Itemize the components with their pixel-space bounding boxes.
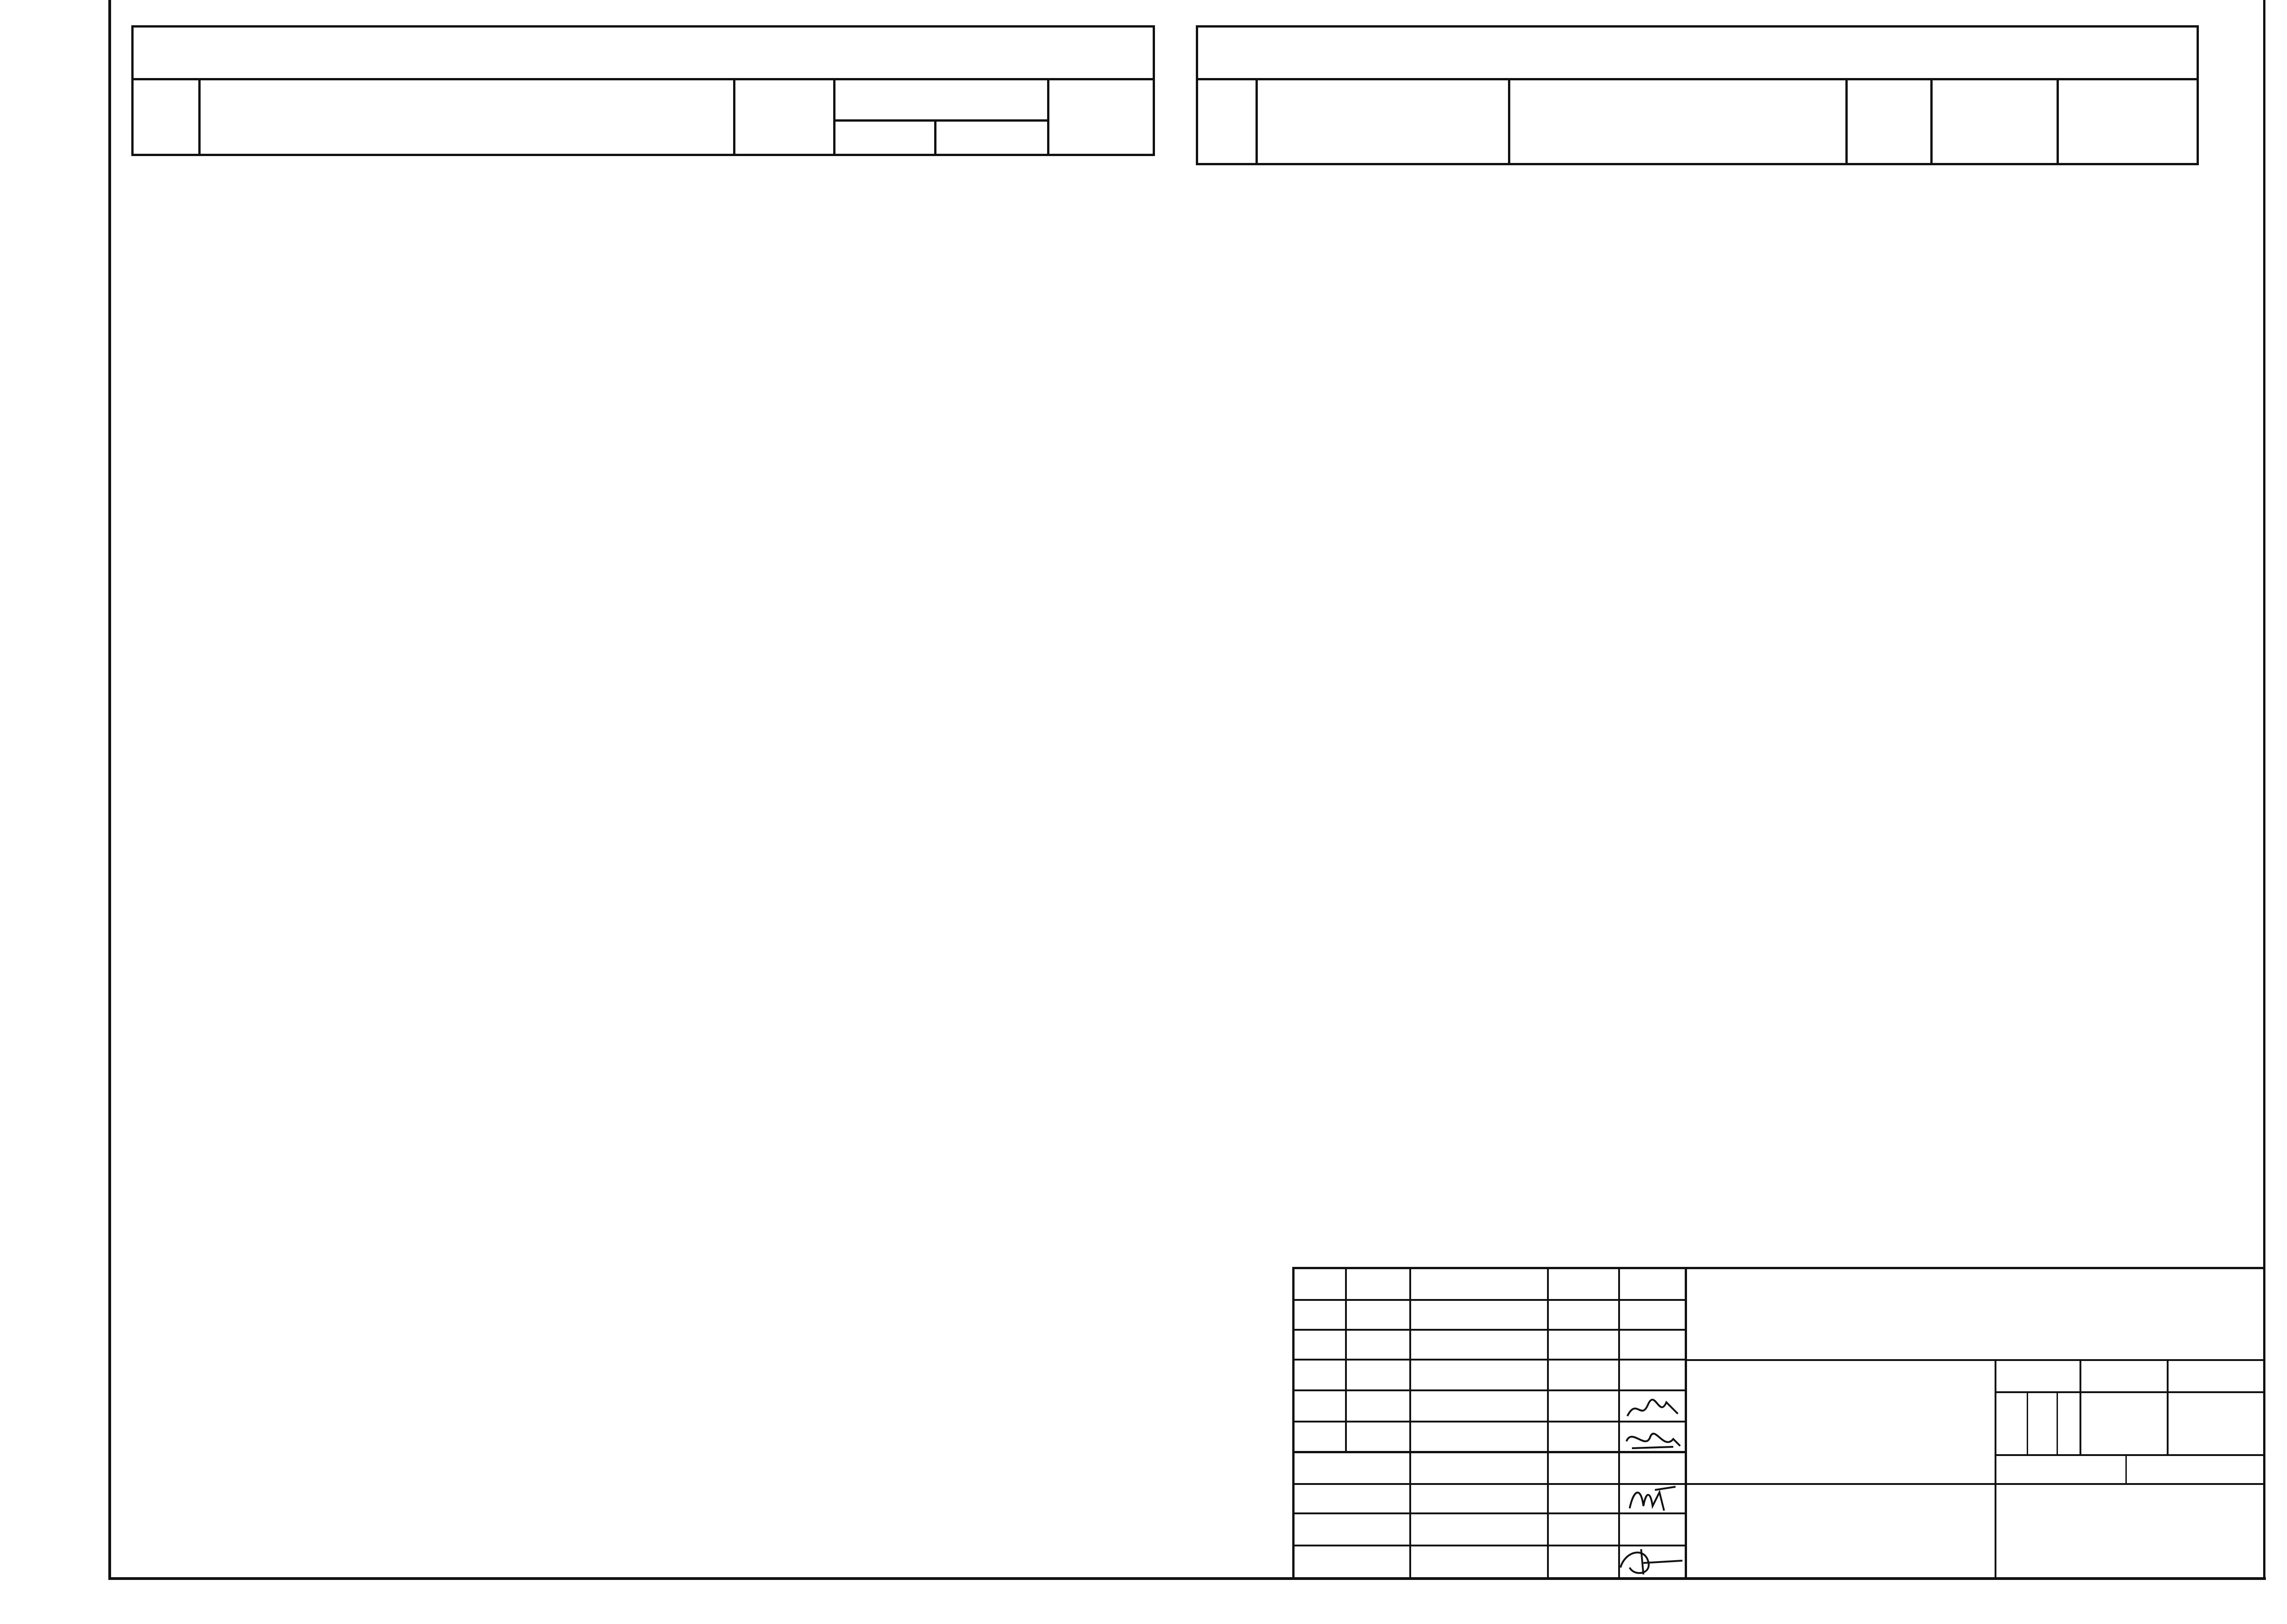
- aluminum-table-title: [133, 27, 1154, 79]
- signature-developer: [1623, 1393, 1682, 1425]
- signature-checker: [1623, 1423, 1682, 1455]
- header-designation: [1257, 79, 1509, 164]
- header-mass-per-meter: [835, 121, 936, 155]
- header-number: [133, 79, 200, 155]
- header-qty: [734, 79, 835, 155]
- header-number: [1197, 79, 1257, 164]
- header-name: [1509, 79, 1847, 164]
- steel-spec-table: [1196, 25, 2199, 165]
- drawing-frame-right: [2263, 0, 2265, 1579]
- header-qty: [1847, 79, 1932, 164]
- header-mass: [1932, 79, 2058, 164]
- header-mass: [835, 79, 1048, 121]
- steel-table-title: [1197, 27, 2198, 79]
- header-note: [1048, 79, 1154, 155]
- title-block: [1292, 1267, 2263, 1577]
- aluminum-spec-table: [131, 25, 1155, 156]
- header-name: [200, 79, 734, 155]
- header-note: [2058, 79, 2198, 164]
- signature-approver: [1616, 1542, 1685, 1579]
- drawing-frame-bottom: [108, 1577, 2266, 1580]
- signature-gip: [1623, 1483, 1682, 1515]
- header-mass-total: [936, 121, 1048, 155]
- drawing-frame-left: [108, 0, 111, 1579]
